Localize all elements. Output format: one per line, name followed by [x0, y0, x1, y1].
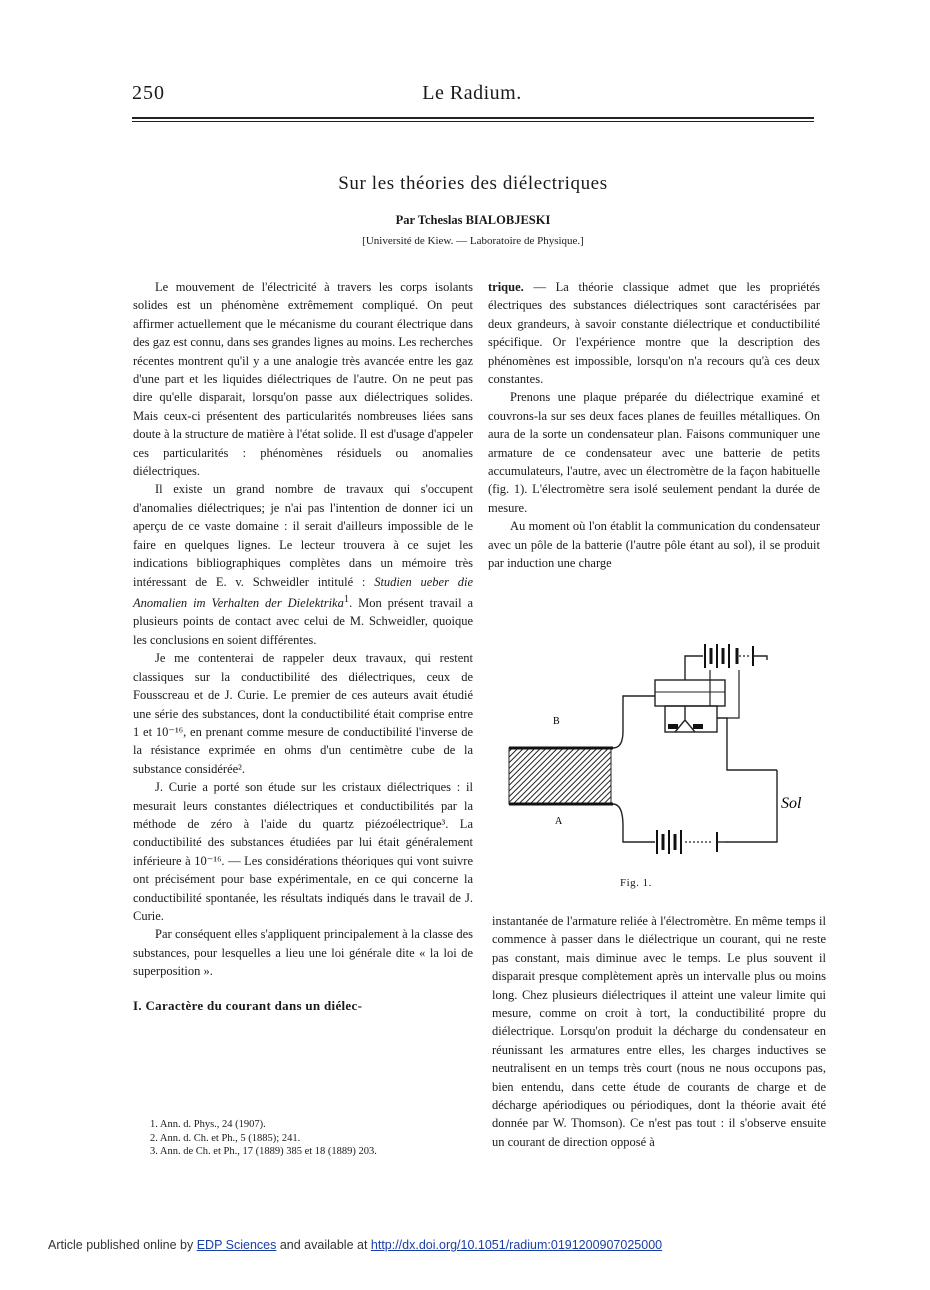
- battery-top: [705, 644, 737, 668]
- footnotes: [150, 1118, 480, 1159]
- doi-link[interactable]: http://dx.doi.org/10.1051/radium:0191200907025000: [370, 1238, 663, 1252]
- article-affiliation: [Université de Kiew. — Laboratoire de Physique.]: [362, 235, 584, 247]
- right-column-top: [488, 278, 820, 573]
- paragraph: Au moment où l'on établit la communication du condensateur avec un pôle de la batterie (l'autre pôle étant au sol), il se produit par induction une charge: [488, 519, 820, 571]
- dielectric-plate: [509, 748, 611, 804]
- page-number: 250: [132, 82, 165, 104]
- footnote: 1. Ann. d. Phys., 24 (1907).: [150, 1119, 266, 1130]
- paragraph: Prenons une plaque préparée du diélectrique examiné et couvrons-la sur ses deux faces planes de feuilles métalliques. On aura de la sorte un condensateur plan. Faisons communiquer une armature de ce condensateur avec une batterie de petits accumulateurs, l'autre, avec un électromètre de la façon habituelle (fig. 1). L'électromètre sera isolé seulement pendant la durée de mesure.: [488, 390, 820, 515]
- paragraph: Le mouvement de l'électricité à travers les corps isolants solides est un phénomène extrêmement compliqué. On peut affirmer actuellement que le mécanisme du courant électrique dans des gaz est connu, dans ses grandes lignes au moins. Les recherches récentes montrent qu'il y a une analogie très avancée entre les gaz d'une part et les liquides diélectriques de l'autre. On ne peut pas dire qu'elle disparait, lorsqu'on passe aux diélectriques solides. Mais ceux-ci présentent des particularités nombreuses liées sans doute à la structure de matière à l'état solide. Il est d'usage d'appeler ces particularités : phénomènes résiduels ou anomalies diélectriques.: [133, 280, 473, 479]
- section-heading: I. Caractère du courant dans un diélec-: [133, 997, 363, 1013]
- paragraph: instantanée de l'armature reliée à l'électromètre. En même temps il commence à passer dans le diélectrique un courant, qui ne reste pas constant, mais diminue avec le temps. Le plus souvent il disparait presque complètement après un intervalle plus ou moins long. Chez plusieurs diélectriques il atteint une valeur limite qui mesure, comme on croit à tort, la conductibilité propre du diélectrique. Lorsqu'on produit la décharge du condensateur en réunissant les armatures entre elles, les charges inductives se neutralisent en un temps très court (nous ne nous occupons pas, bien entendu, dans cette étude de courants de charge et de décharge apériodiques ou périodiques, dont la théorie avait été donnée par W. Thomson). Ce n'est pas tout : il s'observe ensuite un courant de direction opposé à: [492, 914, 826, 1149]
- label-b: B: [553, 716, 560, 727]
- publisher-link[interactable]: EDP Sciences: [196, 1238, 277, 1252]
- paragraph: Il existe un grand nombre de travaux qui s'occupent d'anomalies diélectriques; je n'ai pas l'intention de donner ici un aperçu de ce vaste domaine : il serait d'ailleurs impossible de le faire en quelques lignes. Le lecteur trouvera à ce sujet les indications bibliographiques complètes dans un mémoire très intéressant de E. v. Schweidler intitulé : Studien ueber die Anomalien im Verhalten der Dielektrika$^1$. Mon présent travail a plusieurs points de contact avec celui de M. Schweidler, quoique les conclusions en soient différentes.: [133, 482, 473, 647]
- paragraph: J. Curie a porté son étude sur les cristaux diélectriques : il mesurait leurs constantes diélectriques et conductibilités par la méthode de zéro à l'aide du quartz piézoélectrique³. La conductibilité des substances étudiées par lui était généralement inférieure à 10⁻¹⁶. — Les considérations théoriques qui vont suivre ont précisément pour base expérimentale, en ce qui concerne la conductibilité spontanée, les résultats indiqués dans le travail de J. Curie.: [133, 780, 473, 923]
- battery-bottom: [657, 830, 681, 854]
- circuit-diagram: [505, 636, 823, 866]
- paragraph: trique. — La théorie classique admet que les propriétés électriques des substances diélectriques sont caractérisées par deux grandeurs, à savoir constante diélectrique et conductibilité spécifique. Or l'expérience montre que la description des phénomènes est impossible, lorsqu'on n'a recours qu'à ces deux constantes.: [488, 280, 820, 387]
- cited-title: Studien ueber die Anomalien im Verhalten der Dielektrika: [133, 574, 473, 611]
- article-author: Par Tcheslas BIALOBJESKI: [395, 213, 551, 227]
- figure-caption: Fig. 1.: [620, 877, 652, 889]
- header-rule-thick: [132, 117, 814, 119]
- footnote-ref: 1: [343, 593, 350, 605]
- journal-title: Le Radium.: [422, 82, 522, 104]
- electrometer-case: [655, 680, 725, 706]
- running-header: [132, 82, 812, 112]
- label-sol: Sol: [781, 795, 802, 812]
- article-title: Sur les théories des diélectriques: [338, 173, 608, 194]
- heading-continuation: trique.: [488, 280, 524, 294]
- figure-circuit-diagram: [505, 636, 823, 866]
- footnote: 3. Ann. de Ch. et Ph., 17 (1889) 385 et 18 (1889) 203.: [150, 1146, 377, 1157]
- header-rule-thin: [132, 121, 814, 122]
- label-a: A: [555, 816, 563, 827]
- right-column-bottom: [492, 912, 826, 1151]
- paragraph: Je me contenterai de rappeler deux travaux, qui restent classiques sur la conductibilité des diélectriques, ceux de Fousscreau et de J. Curie. Le premier de ces auteurs avait étudié une série des substances, dont la conductibilité était comprise entre 1 et 10⁻¹⁶, en prenant comme mesure de conductibilité l'inverse de la résistance exprimée en ohms d'un centimètre cube de la substance considérée².: [133, 651, 473, 776]
- footnote: 2. Ann. d. Ch. et Ph., 5 (1885); 241.: [150, 1132, 301, 1144]
- left-column: [133, 278, 473, 1015]
- publication-footer: Article published online by EDP Sciences and available at http://dx.doi.org/10.1051/radium:0191200907025000: [48, 1238, 663, 1252]
- paragraph: Par conséquent elles s'appliquent principalement à la classe des substances, pour lesquelles a lieu une loi générale dite « la loi de superposition ».: [133, 927, 473, 979]
